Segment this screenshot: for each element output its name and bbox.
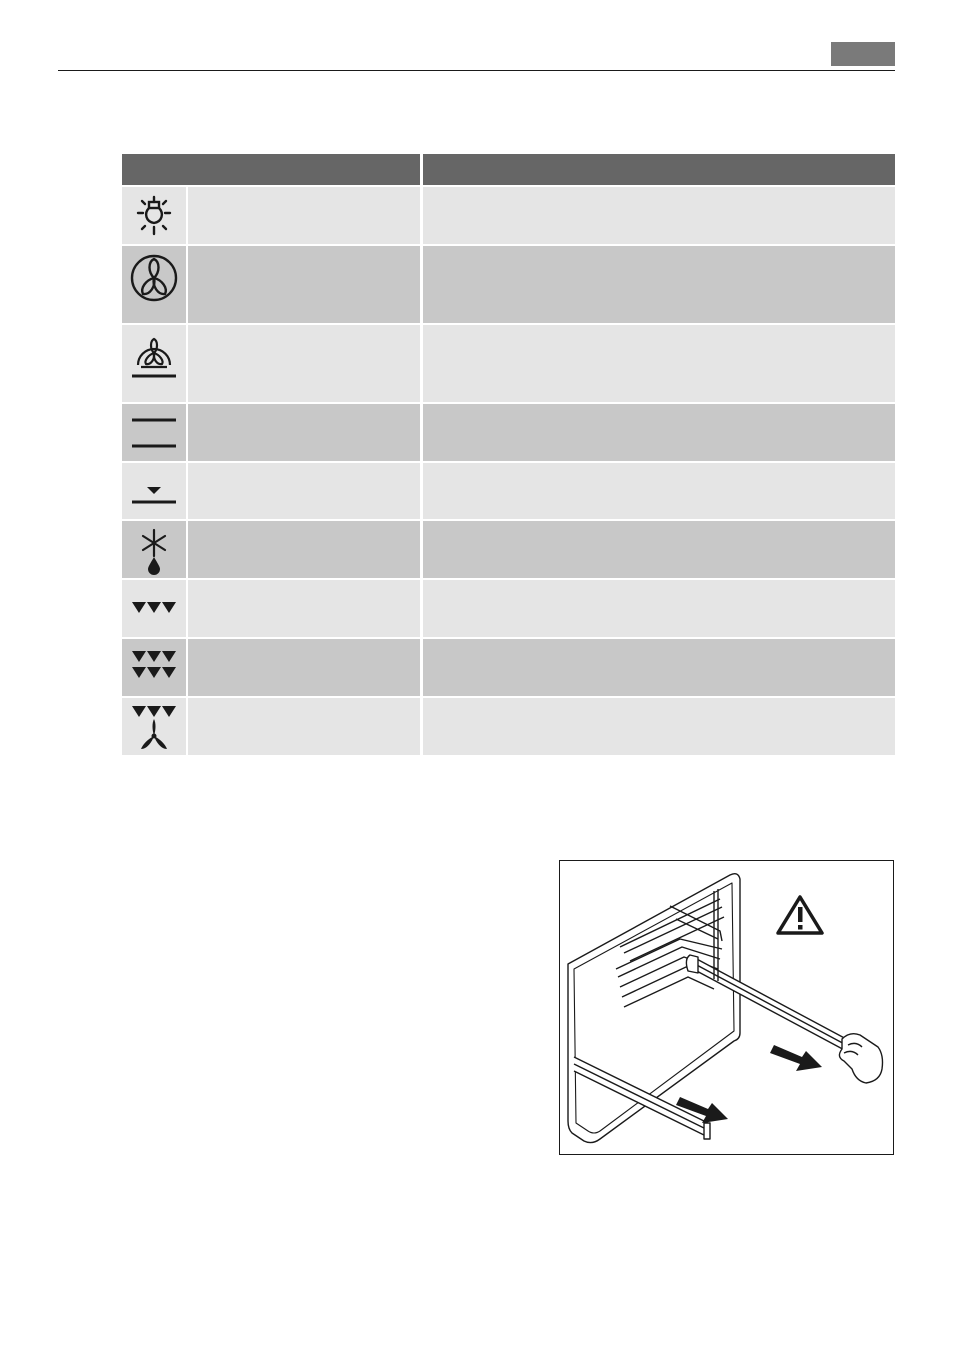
table-row bbox=[122, 639, 895, 696]
bottom-heat-icon bbox=[122, 463, 186, 519]
table-header bbox=[122, 154, 895, 185]
oven-light-icon bbox=[122, 187, 186, 244]
table-row bbox=[122, 698, 895, 755]
top-bottom-heat-icon bbox=[122, 404, 186, 461]
function-table bbox=[122, 154, 895, 755]
defrost-icon bbox=[122, 521, 186, 578]
function-description bbox=[423, 246, 895, 323]
function-description bbox=[423, 325, 895, 402]
table-row bbox=[122, 521, 895, 578]
function-description bbox=[423, 521, 895, 578]
function-name bbox=[188, 187, 420, 244]
function-name bbox=[188, 698, 420, 755]
page-tab bbox=[831, 42, 895, 66]
function-name bbox=[188, 639, 420, 696]
function-name bbox=[188, 521, 420, 578]
function-description bbox=[423, 463, 895, 519]
table-row bbox=[122, 246, 895, 323]
turbo-grill-icon bbox=[122, 698, 186, 755]
header-application-column bbox=[423, 154, 895, 185]
function-description bbox=[423, 639, 895, 696]
table-row bbox=[122, 187, 895, 244]
function-description bbox=[423, 404, 895, 461]
function-description bbox=[423, 698, 895, 755]
table-row bbox=[122, 463, 895, 519]
function-description bbox=[423, 580, 895, 637]
function-name bbox=[188, 246, 420, 323]
fan-bottom-heat-icon bbox=[122, 325, 186, 402]
grill-icon bbox=[122, 580, 186, 637]
header-rule bbox=[58, 70, 895, 71]
shelf-support-removal-illustration bbox=[559, 860, 894, 1155]
function-description bbox=[423, 187, 895, 244]
fan-icon bbox=[122, 246, 186, 323]
table-row bbox=[122, 580, 895, 637]
function-name bbox=[188, 580, 420, 637]
fast-grill-icon bbox=[122, 639, 186, 696]
header-function-column bbox=[122, 154, 420, 185]
function-name bbox=[188, 325, 420, 402]
table-row bbox=[122, 325, 895, 402]
function-name bbox=[188, 463, 420, 519]
function-name bbox=[188, 404, 420, 461]
table-row bbox=[122, 404, 895, 461]
